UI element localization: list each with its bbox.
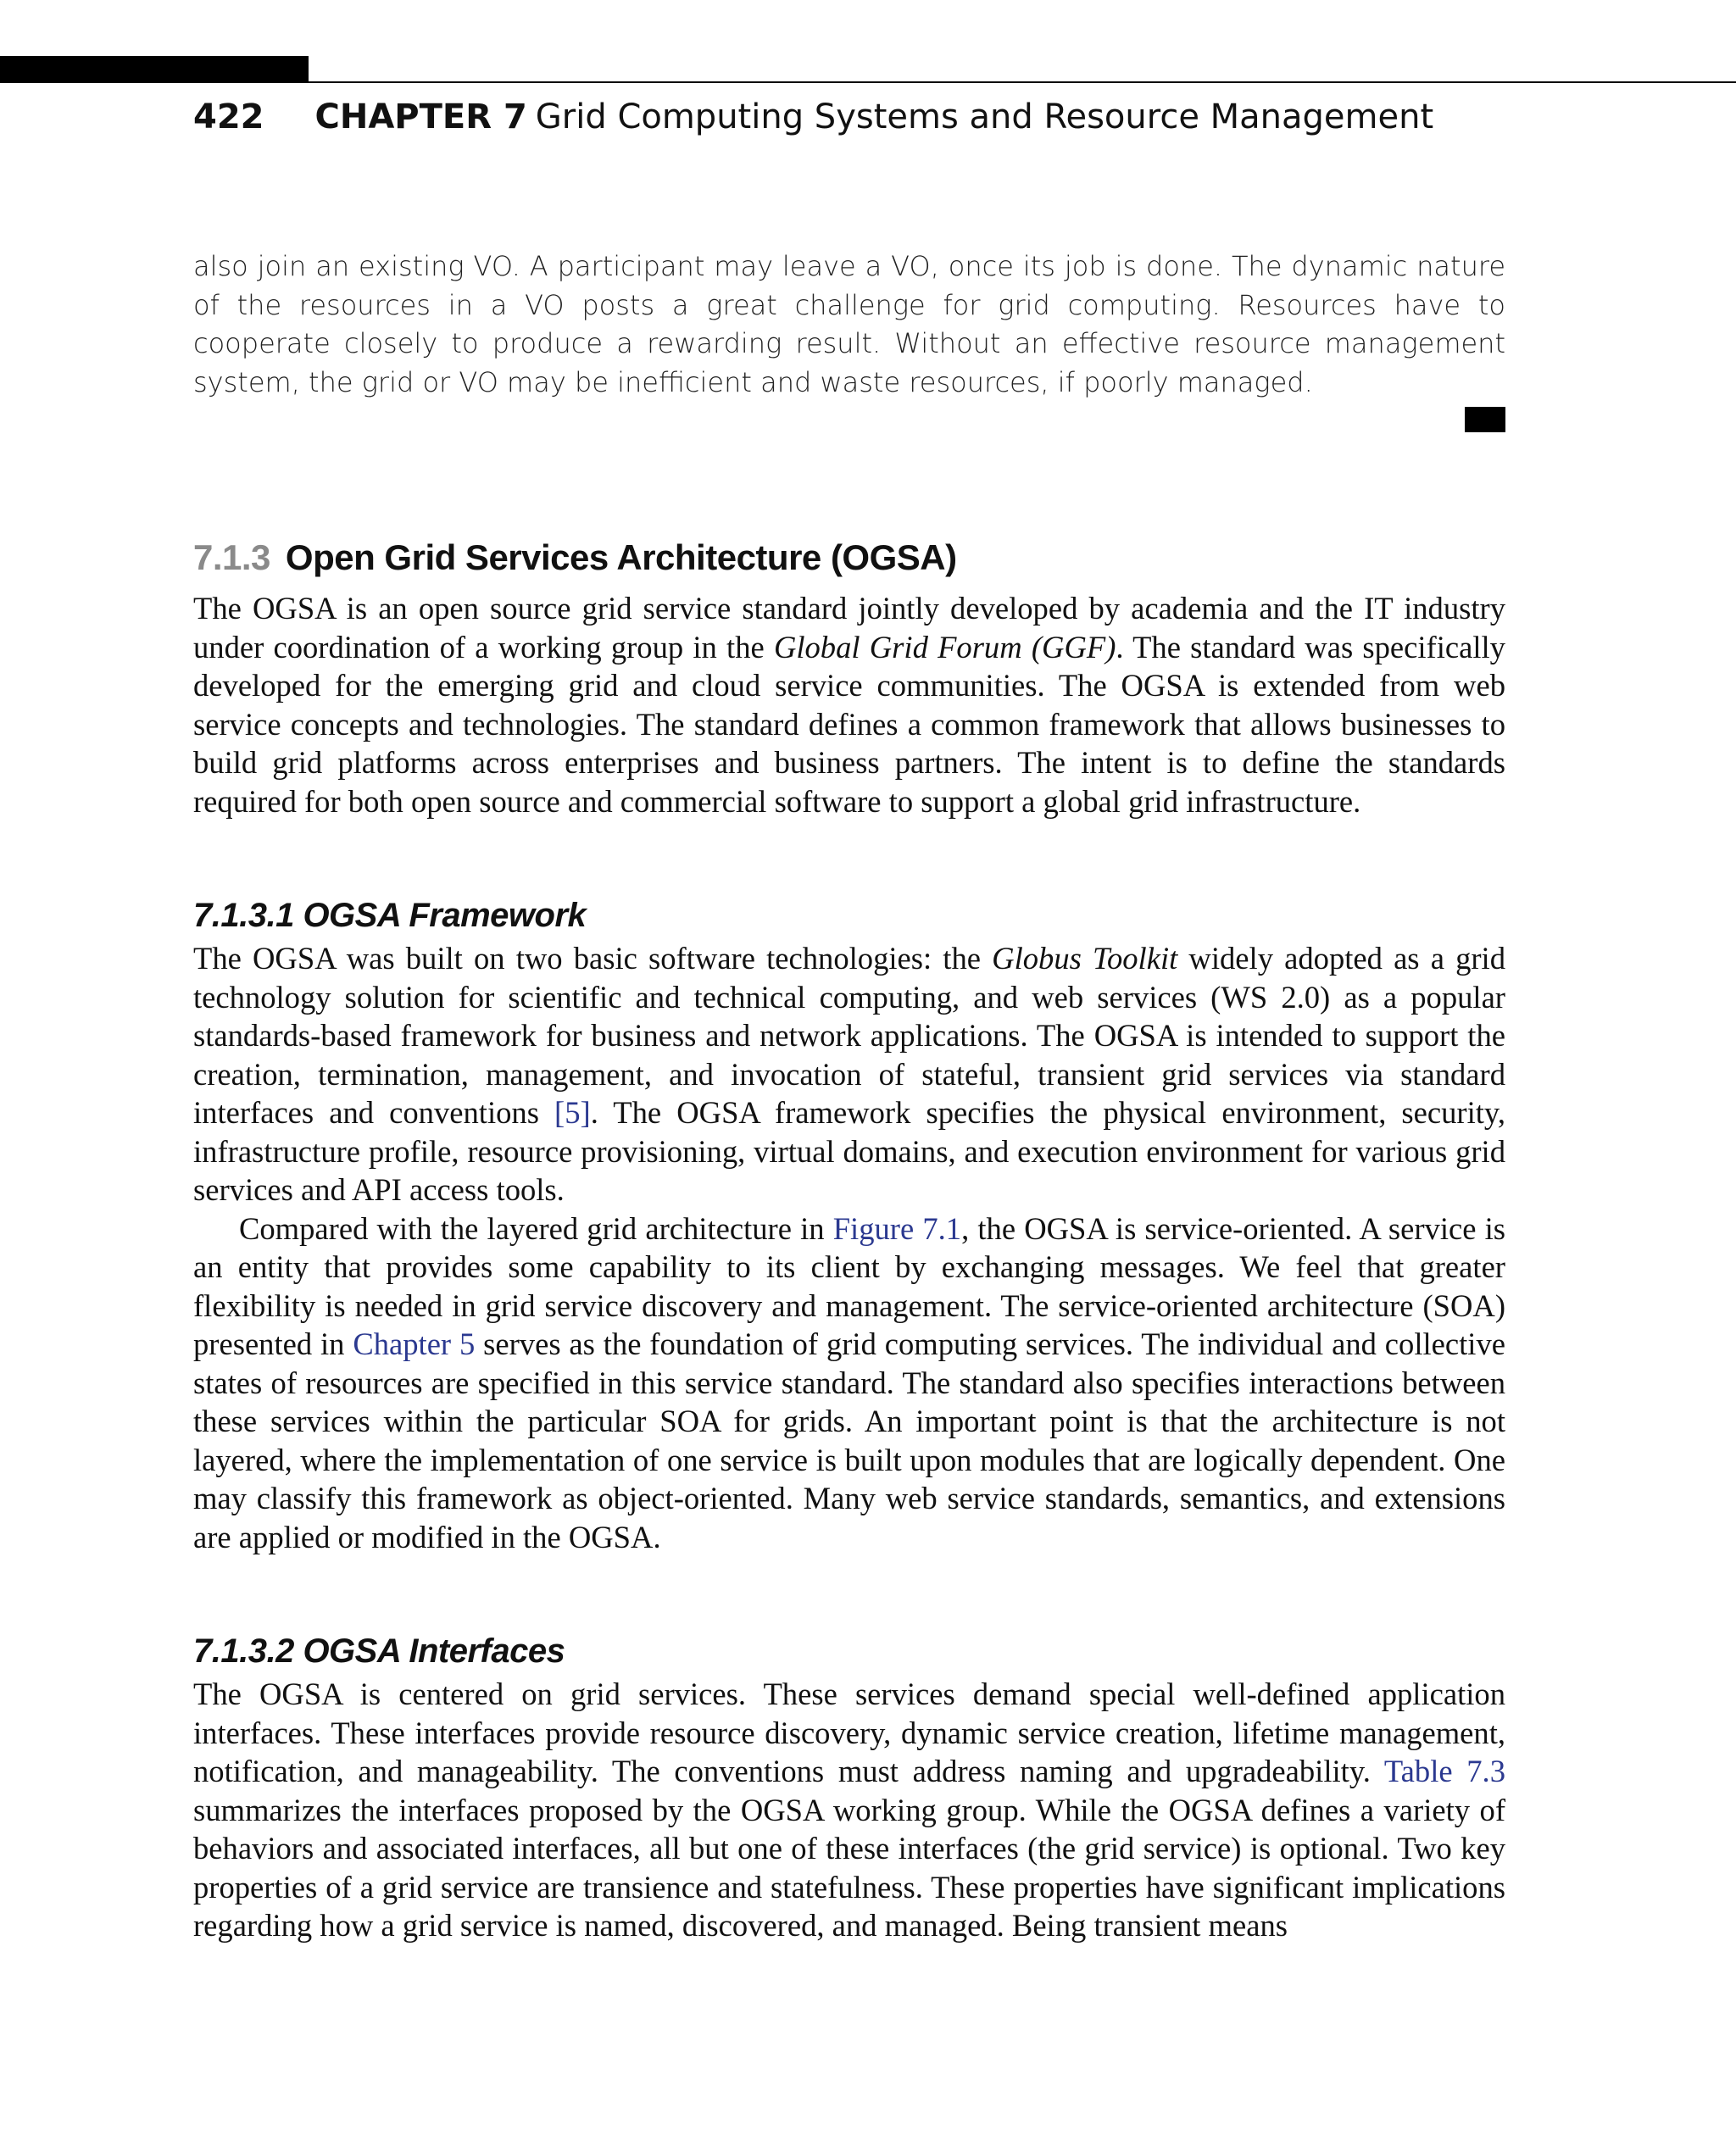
ggf-term: Global Grid Forum (GGF) bbox=[773, 629, 1116, 665]
framework-section bbox=[193, 892, 1505, 1556]
section-number: 7.1.3 bbox=[193, 537, 270, 577]
framework-p1-text-2: widely adopted as a grid technology solution for scientific and technical computing, and web services (WS 2.0) as a popular standards-based framework for business and network applications. The OGSA is intended to support the creation, termination, management, and invocation of stateful, transient grid services via standard interfaces and conventions bbox=[193, 941, 1505, 1130]
chapter-label: CHAPTER 7 bbox=[314, 97, 527, 136]
section-intro-paragraph bbox=[193, 589, 1505, 820]
framework-paragraph-1 bbox=[193, 939, 1505, 1210]
framework-p2-text-3: serves as the foundation of grid computing services. The individual and collective states of resources are specified in this service standard. The standard also specifies interactions between these services within the particular SOA for grids. An important point is that the architecture is not layered, where the implementation of one service is built upon modules that are logically dependent. One may classify this framework as object-oriented. Many web service standards, semantics, and extensions are applied or modified in the OGSA. bbox=[193, 1326, 1505, 1554]
interfaces-section bbox=[193, 1627, 1505, 1945]
interfaces-p1-text-1: The OGSA is centered on grid services. These services demand special well-defined application interfaces. These interfaces provide resource discovery, dynamic service creation, lifetime management, notification, and manageability. The conventions must address naming and upgradeability. bbox=[193, 1677, 1505, 1788]
section-title: Open Grid Services Architecture (OGSA) bbox=[285, 537, 957, 577]
chapter-5-link[interactable]: Chapter 5 bbox=[353, 1326, 476, 1361]
interfaces-p1-text-2: summarizes the interfaces proposed by the OGSA working group. While the OGSA defines a variety of behaviors and associated interfaces, all but one of these interfaces (the grid service) is optional. Two key properties of a grid service are transience and statefulness. These properties have significant implications regarding how a grid service is named, discovered, and managed. Being transient means bbox=[193, 1792, 1505, 1943]
section-heading bbox=[193, 532, 957, 583]
box-paragraph: also join an existing VO. A participant may leave a VO, once its job is done. The dynamic nature of the resources in a VO posts a great challenge for grid computing. Resources have to cooperate closely to produce a rewarding result. Without an effective resource management system, the grid or VO may be inefficient and waste resources, if poorly managed. bbox=[193, 250, 1505, 398]
page-number: 422 bbox=[193, 97, 264, 136]
interfaces-paragraph-1 bbox=[193, 1675, 1505, 1945]
table-7-3-link[interactable]: Table 7.3 bbox=[1383, 1754, 1505, 1788]
intro-text-1: The OGSA is an open source grid service standard jointly developed by academia and the IT industry under coordination of a working group in the bbox=[193, 591, 1505, 665]
intro-text-2: . The standard was specifically developed for the emerging grid and cloud service communities. The OGSA is extended from web service concepts and technologies. The standard defines a common framework that allows businesses to build grid platforms across enterprises and business partners. The intent is to define the standards required for both open source and commercial software to support a global grid infrastructure. bbox=[193, 629, 1505, 819]
framework-p2-text-2: , the OGSA is service-oriented. A service is an entity that provides some capability to its client by exchanging messages. We feel that greater flexibility is needed in grid service discovery and management. The service-oriented architecture (SOA) presented in bbox=[193, 1210, 1506, 1361]
header-rule bbox=[309, 81, 1736, 83]
framework-p1-text-3: . The OGSA framework specifies the physical environment, security, infrastructure profile, resource provisioning, virtual domains, and execution environment for various grid services and API access tools. bbox=[193, 1095, 1505, 1207]
framework-p1-text-1: The OGSA was built on two basic software technologies: the bbox=[193, 941, 993, 976]
figure-7-1-link[interactable]: Figure 7.1 bbox=[832, 1210, 962, 1246]
framework-paragraph-2 bbox=[193, 1210, 1505, 1557]
box-end-marker bbox=[1465, 407, 1505, 432]
globus-toolkit-term: Globus Toolkit bbox=[992, 941, 1178, 976]
chapter-title: Grid Computing Systems and Resource Management bbox=[535, 97, 1434, 136]
reference-5-link[interactable]: [5] bbox=[554, 1095, 591, 1130]
framework-heading: 7.1.3.1 OGSA Framework bbox=[193, 897, 587, 934]
running-head bbox=[193, 92, 1433, 142]
section-intro-block bbox=[193, 589, 1505, 820]
header-bar bbox=[0, 56, 309, 83]
interfaces-heading: 7.1.3.2 OGSA Interfaces bbox=[193, 1632, 565, 1670]
framework-p2-text-1: Compared with the layered grid architecture in bbox=[239, 1210, 833, 1246]
